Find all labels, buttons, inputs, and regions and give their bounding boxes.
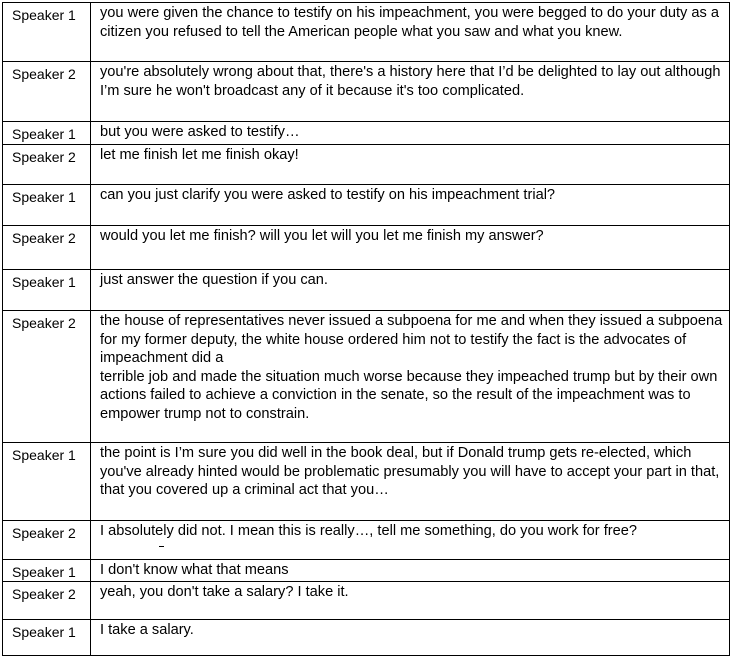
table-row: [3, 185, 730, 226]
table-row: [3, 443, 730, 521]
utterance-cell: can you just clarify you were asked to testify on his impeachment trial?: [91, 185, 730, 226]
speaker-cell: Speaker 2: [3, 311, 91, 443]
speaker-cell: Speaker 2: [3, 582, 91, 620]
utterance-cell: you were given the chance to testify on his impeachment, you were begged to do your duty as a citizen you refused to tell the American people what you saw and what you knew.: [91, 3, 730, 62]
speaker-cell: Speaker 2: [3, 226, 91, 270]
utterance-cell: I absolutely did not. I mean this is really…, tell me something, do you work for free?: [91, 521, 730, 560]
speaker-cell: Speaker 2: [3, 521, 91, 560]
table-row: [3, 226, 730, 270]
speaker-cell: Speaker 1: [3, 122, 91, 145]
table-row: [3, 270, 730, 311]
utterance-cell: would you let me finish? will you let will you let me finish my answer?: [91, 226, 730, 270]
table-row: [3, 62, 730, 122]
speaker-cell: Speaker 1: [3, 185, 91, 226]
utterance-text-continued: terrible job and made the situation much worse because they impeached trump but by their own actions failed to achieve a conviction in the senate, so the result of the impeachment was to empower trump not to constrain.: [100, 368, 718, 422]
utterance-cell: let me finish let me finish okay!: [91, 145, 730, 185]
table-row: [3, 620, 730, 656]
table-row: [3, 3, 730, 62]
utterance-cell: but you were asked to testify…: [91, 122, 730, 145]
utterance-cell: I don't know what that means: [91, 560, 730, 582]
table-row: [3, 582, 730, 620]
table-row: [3, 521, 730, 560]
table-row: [3, 311, 730, 443]
speaker-cell: Speaker 1: [3, 560, 91, 582]
speaker-cell: Speaker 1: [3, 620, 91, 656]
speaker-cell: Speaker 1: [3, 443, 91, 521]
utterance-cell: you're absolutely wrong about that, there's a history here that I’d be delighted to lay out although I’m sure he won't broadcast any of it because it's too complicated.: [91, 62, 730, 122]
table-row: [3, 122, 730, 145]
utterance-cell: [91, 311, 730, 443]
utterance-cell: I take a salary.: [91, 620, 730, 656]
utterance-text: the house of representatives never issued a subpoena for me and when they issued a subpoena for my former deputy, the white house ordered him not to testify the fact is the advocates of impeachment did a: [100, 313, 723, 366]
speaker-cell: Speaker 1: [3, 270, 91, 311]
utterance-cell: yeah, you don't take a salary? I take it.: [91, 582, 730, 620]
stray-dash-mark: [159, 546, 164, 547]
utterance-cell: just answer the question if you can.: [91, 270, 730, 311]
transcript-table: [2, 2, 730, 656]
table-row: [3, 145, 730, 185]
speaker-cell: Speaker 2: [3, 145, 91, 185]
utterance-cell: the point is I’m sure you did well in the book deal, but if Donald trump gets re-elected, which you've already hinted would be problematic presumably you will have to accept your part in that, that you covered up a criminal act that you…: [91, 443, 730, 521]
speaker-cell: Speaker 1: [3, 3, 91, 62]
table-row: [3, 560, 730, 582]
speaker-cell: Speaker 2: [3, 62, 91, 122]
